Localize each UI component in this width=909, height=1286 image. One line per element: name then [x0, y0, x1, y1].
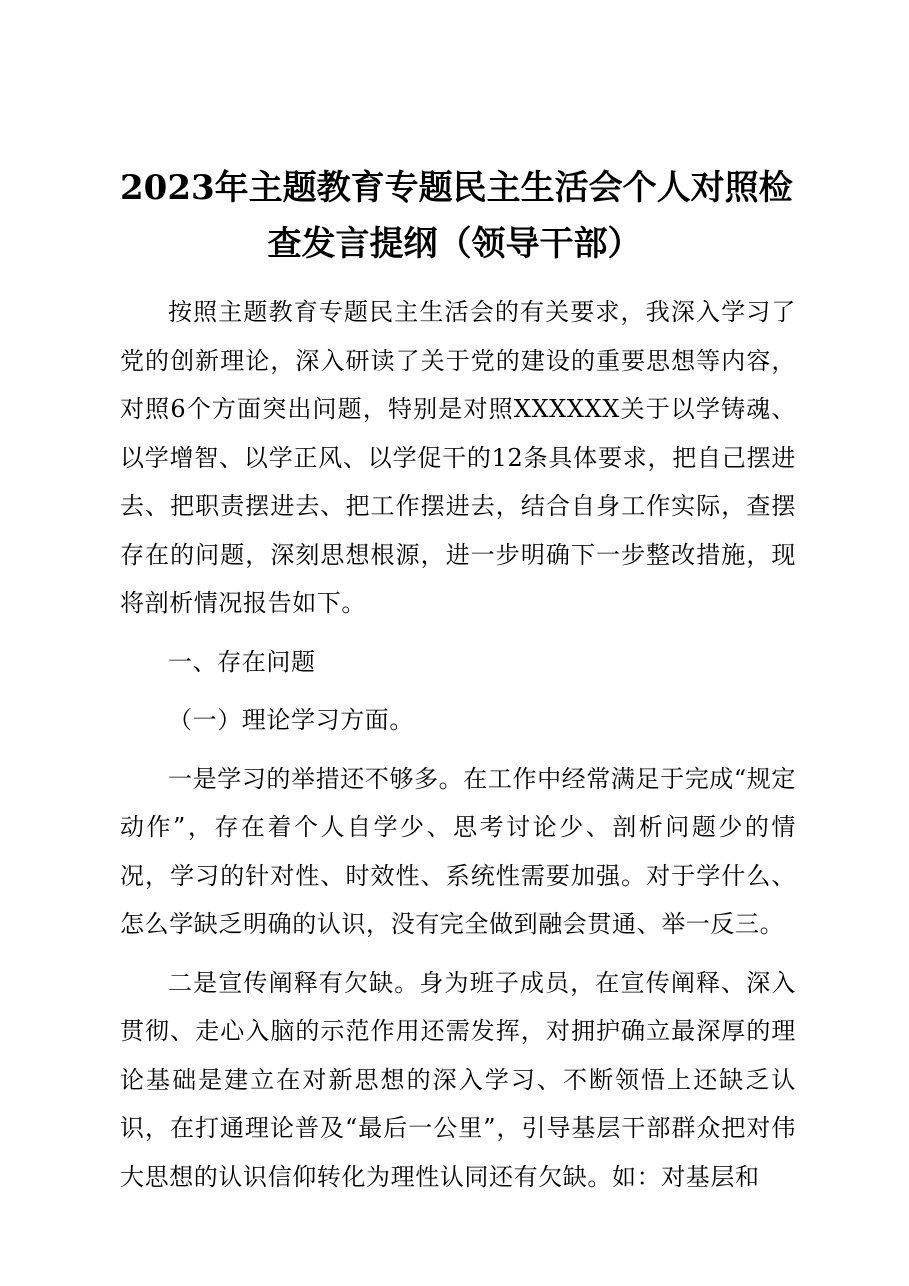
subsection-heading: （一）理论学习方面。 [168, 706, 414, 734]
body-paragraph: 二是宣传阐释有欠缺。身为班子成员，在宣传阐释、深入贯彻、走心入脑的示范作用还需发挥，对拥护确立最深厚的理论基础是建立在对新思想的深入学习、不断领悟上还缺乏认识，在打通理论普及“最后一公里”，引导基层干部群众把对伟大思想的认识信仰转化为理性认同还有欠缺。如：对基层和 [120, 968, 796, 1191]
document-body [120, 288, 796, 1211]
title-line-1: 2023年主题教育专题民主生活会个人对照检 [120, 168, 793, 208]
document-title [120, 160, 793, 272]
body-paragraph: 一是学习的举措还不够多。在工作中经常满足于完成“规定动作”，存在着个人自学少、思考讨论少、剖析问题少的情况，学习的针对性、时效性、系统性需要加强。对于学什么、怎么学缺乏明确的认识，没有完全做到融会贯通、举一反三。 [120, 764, 796, 938]
section-heading: 一、存在问题 [168, 647, 316, 676]
title-line-2: 查发言提纲（领导干部） [267, 224, 642, 264]
intro-paragraph: 按照主题教育专题民主生活会的有关要求，我深入学习了党的创新理论，深入研读了关于党的建设的重要思想等内容，对照6个方面突出问题，特别是对照XXXXXX关于以学铸魂、以学增智、以学正风、以学促干的12条具体要求，把自己摆进去、把职责摆进去、把工作摆进去，结合自身工作实际，查摆存在的问题，深刻思想根源，进一步明确下一步整改措施，现将剖析情况报告如下。 [120, 298, 796, 617]
